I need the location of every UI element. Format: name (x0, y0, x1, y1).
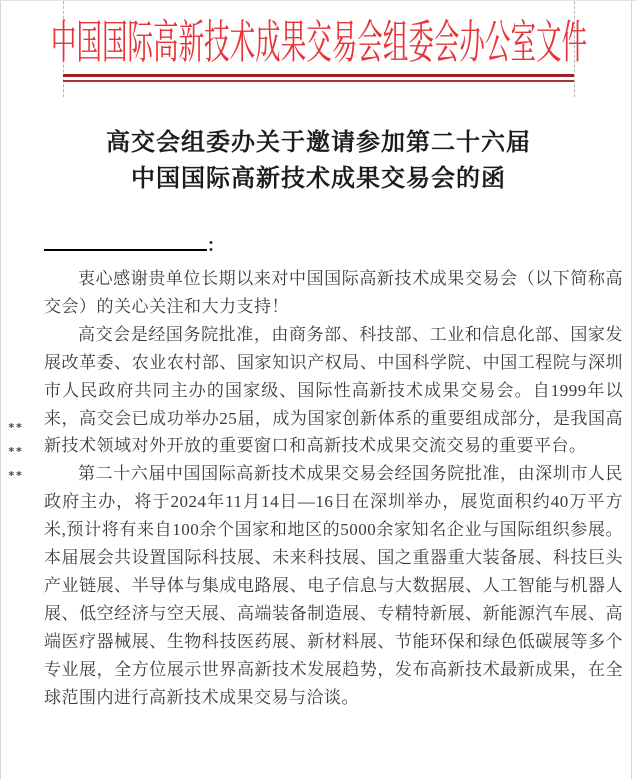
paragraph-fair-intro: 高交会是经国务院批准，由商务部、科技部、工业和信息化部、国家发展改革委、农业农村部、国家知识产权局、中国科学院、中国工程院与深圳市人民政府共同主办的国家级、国际性高新技术成果交易会。自1999年以来，高交会已成功举办25届，成为国家创新体系的重要组成部分，是我国高新技术领域对外开放的重要窗口和高新技术成果交流交易的重要平台。 (44, 324, 623, 456)
document-title-line2: 中国国际高新技术成果交易会的函 (131, 165, 506, 192)
document-body (44, 265, 623, 712)
salutation-line (44, 231, 224, 261)
paragraph-26th-fair-details: 第二十六届中国国际高新技术成果交易会经国务院批准，由深圳市人民政府主办，将于2024年11月14日—16日在深圳举办，展览面积约40万平方米,预计将有来自100余个国家和地区的5000余家知名企业与国际组织参展。本届展会共设置国际科技展、未来科技展、国之重器重大装备展、科技巨头产业链展、半导体与集成电路展、电子信息与大数据展、人工智能与机器人展、低空经济与空天展、高端装备制造展、专精特新展、新能源汽车展、高端医疗器械展、生物科技医药展、新材料展、节能环保和绿色低碳展等多个专业展，全方位展示世界高新技术发展趋势，发布高新技术最新成果，在全球范围内进行高新技术成果交易与洽谈。 (44, 464, 623, 707)
banner-title: 中国国际高新技术成果交易会组委会办公室文件 (50, 16, 587, 68)
document-title-line1: 高交会组委办关于邀请参加第二十六届 (106, 129, 531, 156)
paragraph-thanks: 衷心感谢贵单位长期以来对中国国际高新技术成果交易会（以下简称高交会）的关心关注和大力支持！ (44, 269, 623, 316)
document-title (0, 125, 637, 197)
red-double-rule (63, 74, 574, 82)
page-right-edge (631, 1, 632, 779)
red-header-banner (50, 16, 587, 68)
margin-marker-icon: ** ** ** (8, 421, 24, 482)
salutation-colon: ： (207, 236, 224, 255)
page-left-edge (0, 1, 1, 779)
recipient-blank-line (44, 231, 207, 251)
rule-bottom-line (63, 80, 574, 82)
